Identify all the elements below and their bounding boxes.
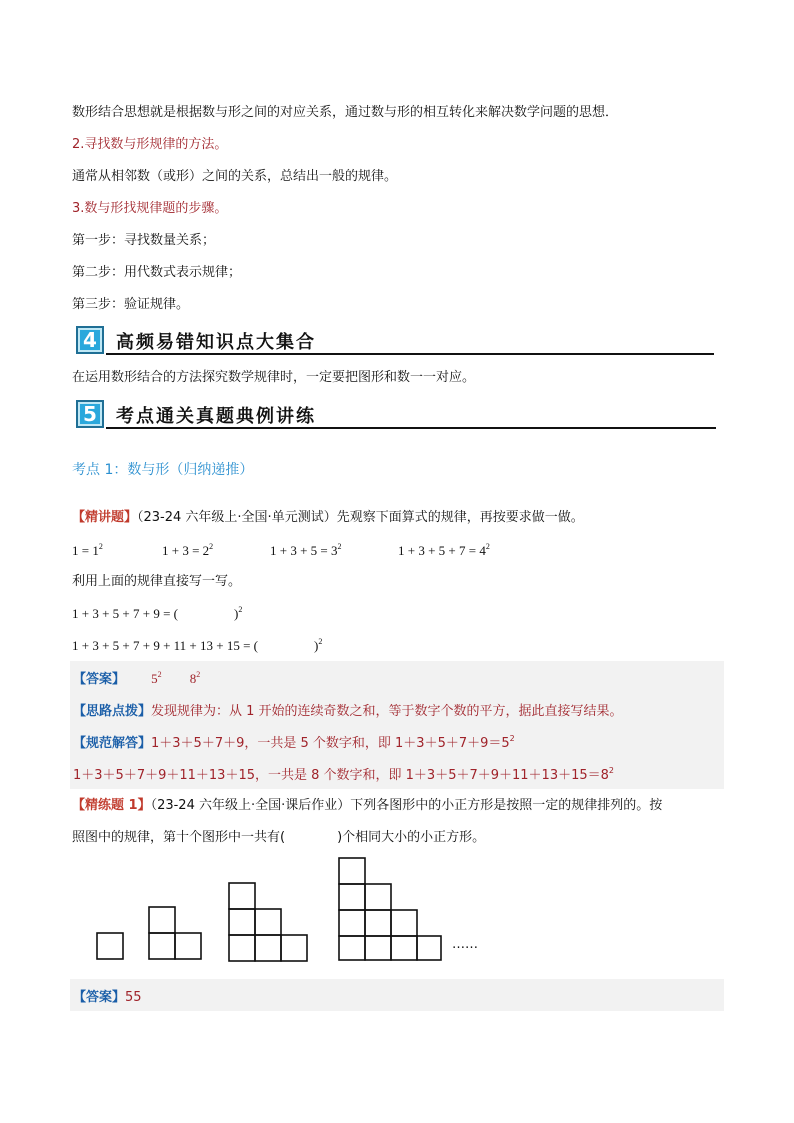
q2-stem-line-2: 照图中的规律，第十个图形中一共有( )个相同大小的小正方形。 xyxy=(72,830,486,845)
section-5-title: 考点通关真题典例讲练 xyxy=(116,406,316,427)
q1-solution-line-2: 1＋3＋5＋7＋9＋11＋13＋15，一共是 8 个数字和，即 $1+3+5+7+9+11+13+15=8^2$ xyxy=(73,766,614,783)
step-2: 第二步：用代数式表示规律； xyxy=(72,265,242,280)
q1-tag: 【精讲题】 xyxy=(72,510,138,525)
section-4-heading xyxy=(76,326,716,356)
q1-hint: 【思路点拨】发现规律为：从 1 开始的连续奇数之和，等于数字个数的平方，据此直接写结果。 xyxy=(73,704,623,719)
q1-stem-line xyxy=(72,509,584,527)
staircase-figure-4 xyxy=(338,857,443,962)
q1-equation-4: $1 + 3 + 5 + 7 = 4^2$ xyxy=(398,542,490,558)
step-1: 第一步：寻找数量关系； xyxy=(72,233,216,248)
q1-stem: （23-24 六年级上·全国·单元测试）先观察下面算式的规律，再按要求做一做。 xyxy=(137,510,584,525)
q1-equation-3: $1 + 3 + 5 = 3^2$ xyxy=(270,542,342,558)
q1-solution-band-2 xyxy=(70,757,724,789)
staircase-figure-2 xyxy=(148,906,203,961)
section-5-heading xyxy=(76,400,716,430)
q1-answer-band xyxy=(70,661,724,693)
section-5-rule xyxy=(106,427,716,429)
staircase-figure-3 xyxy=(228,882,308,962)
q1-hint-band xyxy=(70,693,724,725)
section-5-number-badge: 5 xyxy=(76,400,104,428)
q1-answer-2: $8^2$ xyxy=(189,670,201,686)
q1-instruction: 利用上面的规律直接写一写。 xyxy=(72,574,242,589)
q2-stem-line-1: 【精练题 1】（23-24 六年级上·全国·课后作业）下列各图形中的小正方形是按照一定的规律排列的。按 xyxy=(72,798,663,813)
q1-answer: 【答案】 $5^2$ $8^2$ xyxy=(73,670,201,687)
q1-equation-2: $1 + 3 = 2^2$ xyxy=(162,542,214,558)
topic-1-title: 考点 1：数与形（归纳递推） xyxy=(72,462,254,478)
step-3: 第三步：验证规律。 xyxy=(72,297,190,312)
staircase-figure-1 xyxy=(96,932,125,961)
q1-answer-1: $5^2$ xyxy=(151,670,162,686)
q2-answer: 【答案】55 xyxy=(73,990,142,1005)
section-4-rule xyxy=(106,353,714,355)
q1-solution-band xyxy=(70,725,724,757)
staircase-ellipsis: …… xyxy=(452,937,478,952)
section-4-title: 高频易错知识点大集合 xyxy=(116,332,316,353)
q1-blank-2: 1 + 3 + 5 + 7 + 9 + 11 + 13 + 15 = ( )$^2$ xyxy=(72,637,323,653)
q2-tag: 【精练题 1】 xyxy=(72,798,151,813)
method-paragraph: 通常从相邻数（或形）之间的关系，总结出一般的规律。 xyxy=(72,169,398,184)
intro-paragraph: 数形结合思想就是根据数与形之间的对应关系，通过数与形的相互转化来解决数学问题的思想． xyxy=(72,105,619,120)
q1-blank-1: 1 + 3 + 5 + 7 + 9 = ( )$^2$ xyxy=(72,605,243,621)
q2-answer-band xyxy=(70,979,724,1011)
method-heading: 2.寻找数与形规律的方法。 xyxy=(72,137,228,152)
q1-equation-1: $1 = 1^2$ xyxy=(72,542,103,558)
steps-heading: 3.数与形找规律题的步骤。 xyxy=(72,201,228,216)
section-4-text: 在运用数形结合的方法探究数学规律时，一定要把图形和数一一对应。 xyxy=(72,370,476,385)
q1-solution-line-1: 【规范解答】1＋3＋5＋7＋9，一共是 5 个数字和，即 $1+3+5+7+9=5^2$ xyxy=(73,734,515,751)
section-4-number-badge: 4 xyxy=(76,326,104,354)
